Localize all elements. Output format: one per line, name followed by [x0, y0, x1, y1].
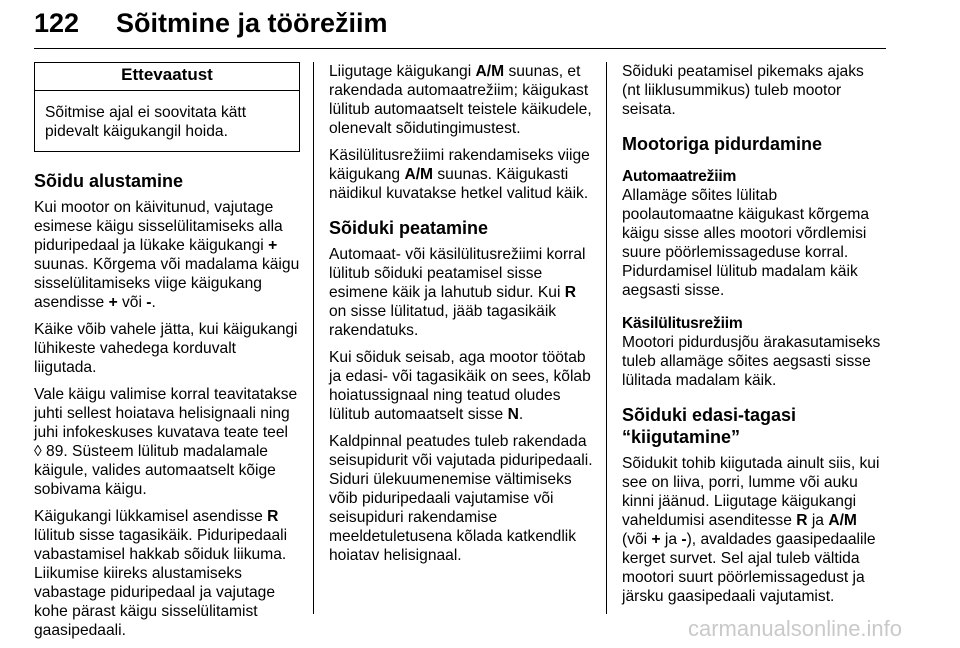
paragraph: Käike võib vahele jätta, kui käigukangi lühikeste vahedega korduvalt liigutada. — [34, 321, 298, 376]
paragraph: Kui mootor on käivitunud, vajutage esimese käigu sisselülitamiseks alla piduripedaal ja lükake käigukangi + suunas. Kõrgema või madalama käigu sisselülitamiseks viige käigukang asendisse + või -. — [34, 199, 300, 311]
heading-stopping: Sõiduki peatamine — [329, 218, 489, 238]
paragraph: Liigutage käigukangi A/M suunas, et rakendada automaatrežiim; käigukast lülitub automaatselt teistele käikudele, olenevalt sõidutingimustest. — [329, 63, 592, 137]
column-2 — [329, 62, 593, 573]
paragraph: Mootori pidurdusjõu ärakasutamiseks tuleb allamäge sõites aegsasti sisse lülitada madalam käik. — [622, 334, 881, 389]
heading-start-driving: Sõidu alustamine — [34, 171, 184, 191]
column-3 — [622, 62, 886, 614]
page-reference-icon: ◊ — [34, 443, 42, 460]
paragraph: Kui sõiduk seisab, aga mootor töötab ja edasi- või tagasikäik on sees, kõlab hoiatussignaal ning teatud oludes lülitub automaatselt sisse N. — [329, 349, 591, 423]
subheading-manual-mode: Käsilülitusrežiim — [622, 315, 743, 332]
paragraph: Vale käigu valimise korral teavitatakse juhti sellest hoiatava helisignaali ning juhi infokeskuses kuvatava teate teel ◊ 89. Süsteem lülitub madalamale käigule, valides automaatselt kõige sobivama käigu. — [34, 386, 298, 498]
chapter-title: Sõitmine ja töörežiim — [116, 8, 388, 38]
paragraph: Automaat- või käsilülitusrežiimi korral lülitub sõiduki peatamisel sisse esimene käik ja lahutub sidur. Kui R on sisse lülitatud, jääb tagasikäik rakendatuks. — [329, 246, 586, 339]
paragraph: Sõiduki peatamisel pikemaks ajaks (nt liiklusummikus) tuleb mootor seisata. — [622, 63, 864, 118]
paragraph: Allamäge sõites lülitab poolautomaatne käigukast kõrgema käigu sisse alles mootori võrdlemisi suure pöörlemissageduse korral. Pidurdamisel lülitub madalam käik aegsasti sisse. — [622, 187, 870, 299]
page-number: 122 — [34, 8, 80, 38]
paragraph: Käigukangi lükkamisel asendisse R lülitub sisse tagasikäik. Piduripedaali vabastamisel hakkab sõiduk liikuma. Liikumise kiireks alustamiseks vabastage piduripedaal ja vajutage kohe pärast käigu sisselülitamist gaasipedaali. — [34, 508, 288, 639]
page-header — [34, 0, 886, 49]
heading-engine-braking: Mootoriga pidurdamine — [622, 134, 822, 154]
caution-box — [34, 62, 300, 152]
paragraph: Sõidukit tohib kiigutada ainult siis, kui see on liiva, porri, lumme või auku kinni jäänud. Liigutage käigukangi vaheldumisi asenditesse R ja A/M (või + ja -), avaldades gaasipedaalile kerget survet. Sel ajal tuleb vältida mootori suurt pöörlemissagedust ja järsku gaasipedaali vajutamist. — [622, 455, 880, 605]
column-divider — [313, 62, 314, 614]
paragraph: Käsilülitusrežiimi rakendamiseks viige käigukang A/M suunas. Käigukasti näidikul kuvatakse hetkel valitud käik. — [329, 147, 590, 202]
column-1 — [34, 62, 300, 648]
watermark: carmanualsonline.info — [688, 616, 903, 641]
paragraph: Kaldpinnal peatudes tuleb rakendada seisupidurit või vajutada piduripedaali. Siduri ülekuumenemise vältimiseks võib piduripedaali vajutamise või seisupiduri rakendamise meeldetuletusena kõlada katkendlik hoiatav helisignaal. — [329, 433, 593, 564]
caution-title: Ettevaatust — [35, 63, 299, 91]
column-divider — [606, 62, 607, 614]
caution-text: Sõitmise ajal ei soovitata kätt pidevalt käigukangil hoida. — [45, 104, 247, 140]
heading-rocking-vehicle: Sõiduki edasi-tagasi “kiigutamine” — [622, 405, 797, 447]
subheading-automatic-mode: Automaatrežiim — [622, 168, 737, 185]
